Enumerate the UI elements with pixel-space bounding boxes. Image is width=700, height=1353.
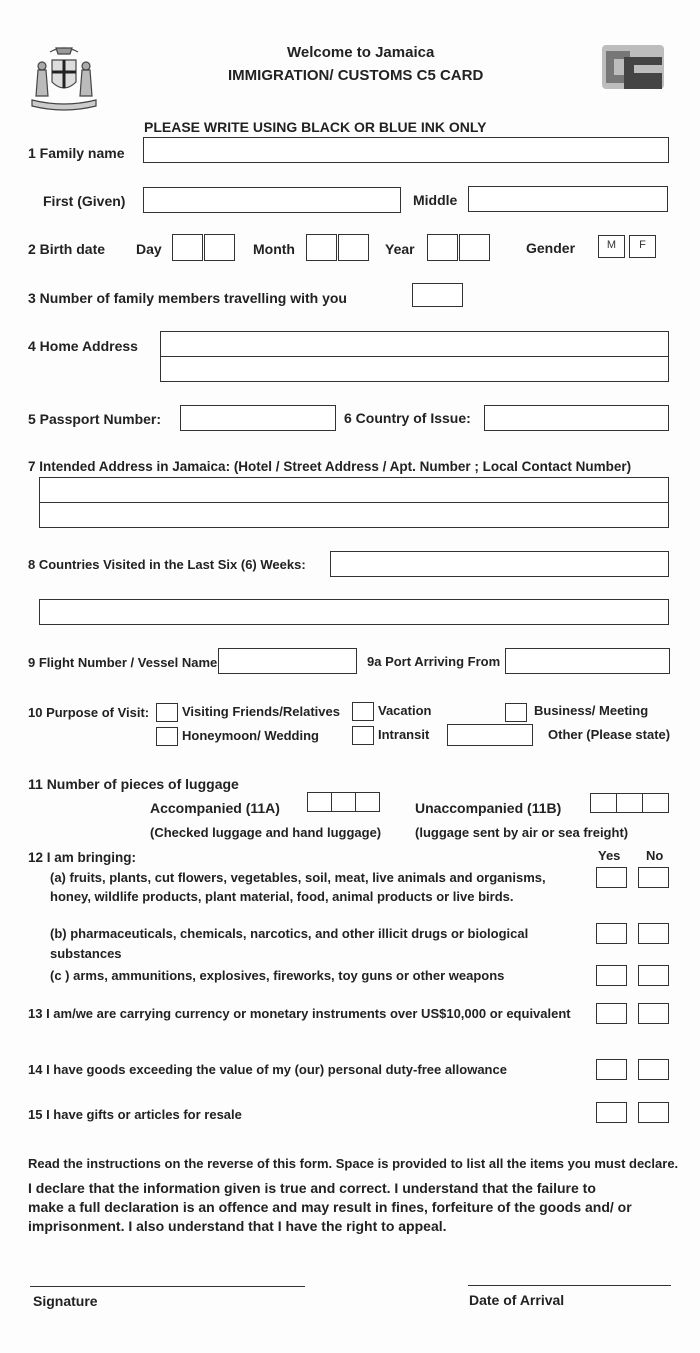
gender-f-checkbox[interactable]: F — [629, 235, 656, 258]
year-digit-2[interactable] — [459, 234, 490, 261]
item-a-line1: (a) fruits, plants, cut flowers, vegetables, soil, meat, live animals and organisms, — [50, 870, 546, 885]
item-a-no-checkbox[interactable] — [638, 867, 669, 888]
duty-free-yes-checkbox[interactable] — [596, 1059, 627, 1080]
vacation-label: Vacation — [378, 703, 432, 718]
other-purpose-field[interactable] — [447, 724, 533, 746]
declaration-line-1: I declare that the information given is true and correct. I understand that the failure to — [28, 1180, 596, 1196]
intransit-checkbox[interactable] — [352, 726, 374, 745]
date-of-arrival-line[interactable] — [468, 1285, 671, 1286]
country-of-issue-label: 6 Country of Issue: — [344, 410, 471, 426]
birth-date-label: 2 Birth date — [28, 241, 106, 257]
signature-label: Signature — [33, 1293, 98, 1309]
countries-visited-field-1[interactable] — [330, 551, 669, 577]
family-name-field[interactable] — [143, 137, 669, 163]
duty-free-question: 14 I have goods exceeding the value of my (our) personal duty-free allowance — [28, 1062, 507, 1077]
welcome-heading: Welcome to Jamaica — [287, 44, 435, 61]
currency-yes-checkbox[interactable] — [596, 1003, 627, 1024]
resale-no-checkbox[interactable] — [638, 1102, 669, 1123]
day-label: Day — [136, 241, 162, 257]
home-address-label: 4 Home Address — [28, 338, 138, 354]
month-digit-2[interactable] — [338, 234, 369, 261]
signature-line[interactable] — [30, 1286, 305, 1287]
port-arriving-label: 9a Port Arriving From — [367, 654, 501, 669]
business-label: Business/ Meeting — [534, 703, 649, 718]
intended-address-field-1[interactable] — [39, 477, 669, 503]
accompanied-digit-1[interactable] — [307, 792, 332, 812]
family-members-field[interactable] — [412, 283, 463, 307]
middle-label: Middle — [413, 192, 458, 208]
family-members-label: 3 Number of family members travelling with you — [28, 290, 347, 306]
accompanied-label: Accompanied (11A) — [150, 800, 280, 816]
unaccompanied-digit-3[interactable] — [642, 793, 669, 813]
date-of-arrival-label: Date of Arrival — [469, 1292, 565, 1308]
bringing-label: 12 I am bringing: — [28, 850, 137, 865]
friends-label: Visiting Friends/Relatives — [182, 704, 340, 719]
declaration-line-3: imprisonment. I also understand that I have the right to appeal. — [28, 1218, 447, 1234]
unaccompanied-label: Unaccompanied (11B) — [415, 800, 562, 816]
first-given-label: First (Given) — [43, 193, 126, 209]
friends-checkbox[interactable] — [156, 703, 178, 722]
item-b-line2: substances — [50, 946, 122, 961]
item-c-no-checkbox[interactable] — [638, 965, 669, 986]
countries-visited-field-2[interactable] — [39, 599, 669, 625]
item-b-line1: (b) pharmaceuticals, chemicals, narcotics, and other illicit drugs or biological — [50, 926, 529, 941]
other-purpose-label: Other (Please state) — [548, 727, 671, 742]
item-a-line2: honey, wildlife products, plant material, food, animal products or live birds. — [50, 889, 514, 904]
home-address-field-2[interactable] — [160, 356, 669, 382]
countries-visited-label: 8 Countries Visited in the Last Six (6) Weeks: — [28, 557, 306, 572]
currency-question: 13 I am/we are carrying currency or monetary instruments over US$10,000 or equivalent — [28, 1006, 571, 1021]
item-c-line: (c ) arms, ammunitions, explosives, fireworks, toy guns or other weapons — [50, 968, 505, 983]
jamaica-coat-of-arms-icon — [26, 42, 102, 114]
honeymoon-checkbox[interactable] — [156, 727, 178, 746]
year-digit-1[interactable] — [427, 234, 458, 261]
intransit-label: Intransit — [378, 727, 430, 742]
country-of-issue-field[interactable] — [484, 405, 669, 431]
month-label: Month — [253, 241, 295, 257]
resale-yes-checkbox[interactable] — [596, 1102, 627, 1123]
flight-number-label: 9 Flight Number / Vessel Name — [28, 655, 218, 670]
form-title: IMMIGRATION/ CUSTOMS C5 CARD — [228, 67, 484, 84]
yes-column-label: Yes — [598, 848, 621, 863]
item-c-yes-checkbox[interactable] — [596, 965, 627, 986]
currency-no-checkbox[interactable] — [638, 1003, 669, 1024]
vacation-checkbox[interactable] — [352, 702, 374, 721]
business-checkbox[interactable] — [505, 703, 527, 722]
passport-number-label: 5 Passport Number: — [28, 411, 162, 427]
unaccompanied-digit-1[interactable] — [590, 793, 617, 813]
instructions-note: Read the instructions on the reverse of this form. Space is provided to list all the items you must declare. — [28, 1156, 679, 1171]
year-label: Year — [385, 241, 415, 257]
declaration-line-2: make a full declaration is an offence and may result in fines, forfeiture of the goods and/ or — [28, 1199, 632, 1215]
purpose-label: 10 Purpose of Visit: — [28, 705, 150, 720]
honeymoon-label: Honeymoon/ Wedding — [182, 728, 319, 743]
gender-m-checkbox[interactable]: M — [598, 235, 625, 258]
accompanied-digit-3[interactable] — [355, 792, 380, 812]
passport-number-field[interactable] — [180, 405, 336, 431]
intended-address-label: 7 Intended Address in Jamaica: (Hotel / Street Address / Apt. Number ; Local Contact Number) — [28, 459, 632, 474]
day-digit-2[interactable] — [204, 234, 235, 261]
item-b-no-checkbox[interactable] — [638, 923, 669, 944]
duty-free-no-checkbox[interactable] — [638, 1059, 669, 1080]
intended-address-field-2[interactable] — [39, 502, 669, 528]
unaccompanied-digit-2[interactable] — [616, 793, 643, 813]
port-arriving-field[interactable] — [505, 648, 670, 674]
ink-notice: PLEASE WRITE USING BLACK OR BLUE INK ONLY — [144, 119, 487, 135]
month-digit-1[interactable] — [306, 234, 337, 261]
item-b-yes-checkbox[interactable] — [596, 923, 627, 944]
unaccompanied-note: (luggage sent by air or sea freight) — [415, 825, 629, 840]
cc-logo-icon — [600, 43, 668, 93]
item-a-yes-checkbox[interactable] — [596, 867, 627, 888]
gender-label: Gender — [526, 240, 576, 256]
resale-question: 15 I have gifts or articles for resale — [28, 1107, 242, 1122]
luggage-label: 11 Number of pieces of luggage — [28, 776, 239, 792]
no-column-label: No — [646, 848, 664, 863]
accompanied-note: (Checked luggage and hand luggage) — [150, 825, 382, 840]
accompanied-digit-2[interactable] — [331, 792, 356, 812]
flight-number-field[interactable] — [218, 648, 357, 674]
home-address-field-1[interactable] — [160, 331, 669, 357]
middle-field[interactable] — [468, 186, 668, 212]
first-given-field[interactable] — [143, 187, 401, 213]
day-digit-1[interactable] — [172, 234, 203, 261]
family-name-label: 1 Family name — [28, 145, 125, 161]
